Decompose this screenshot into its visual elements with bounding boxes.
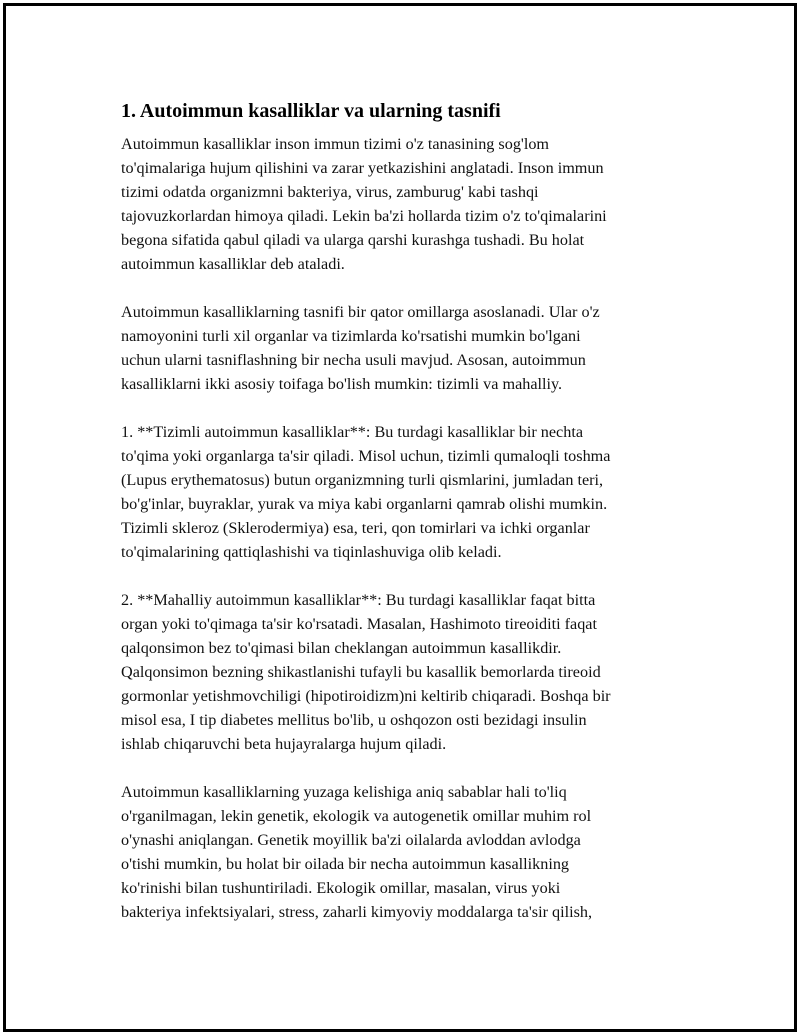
text-line: (Lupus erythematosus) butun organizmning turli qismlarini, jumladan teri, [121,471,604,489]
text-line: begona sifatida qabul qiladi va ularga qarshi kurashga tushadi. Bu holat [121,231,585,249]
text-line: o'rganilmagan, lekin genetik, ekologik va autogenetik omillar muhim rol [121,807,592,825]
text-line: bakteriya infektsiyalari, stress, zaharli kimyoviy moddalarga ta'sir qilish, [121,903,593,921]
text-line: organ yoki to'qimaga ta'sir ko'rsatadi. Masalan, Hashimoto tireoiditi faqat [121,615,597,633]
text-line: to'qimalarining qattiqlashishi va tiqinlashuviga olib keladi. [121,543,502,561]
section-heading: 1. Autoimmun kasalliklar va ularning tasnifi [121,100,501,122]
paragraph-causes [121,780,691,924]
text-line: qalqonsimon bez to'qimasi bilan cheklangan autoimmun kasallikdir. [121,639,562,657]
text-line: Autoimmun kasalliklar inson immun tizimi o'z tanasining sog'lom [121,135,550,153]
text-line: Tizimli skleroz (Sklerodermiya) esa, teri, qon tomirlari va ichki organlar [121,519,590,537]
text-line: Autoimmun kasalliklarning yuzaga kelishiga aniq sabablar hali to'liq [121,783,567,801]
text-line: o'ynashi aniqlangan. Genetik moyillik ba'zi oilalarda avloddan avlodga [121,831,581,849]
text-line: Autoimmun kasalliklarning tasnifi bir qator omillarga asoslanadi. Ular o'z [121,303,600,321]
paragraph-systemic [121,420,691,564]
text-line: misol esa, I tip diabetes mellitus bo'lib, u oshqozon osti bezidagi insulin [121,711,587,729]
text-line: Qalqonsimon bezning shikastlanishi tufayli bu kasallik bemorlarda tireoid [121,663,601,681]
paragraph-local [121,588,691,756]
text-line: 1. **Tizimli autoimmun kasalliklar**: Bu turdagi kasalliklar bir nechta [121,423,584,441]
paragraph-classification [121,300,691,396]
paragraph-intro [121,132,691,276]
text-line: 2. **Mahalliy autoimmun kasalliklar**: Bu turdagi kasalliklar faqat bitta [121,591,596,609]
text-line: to'qimalariga hujum qilishini va zarar yetkazishini anglatadi. Inson immun [121,159,604,177]
text-line: gormonlar yetishmovchiligi (hipotiroidizm)ni keltirib chiqaradi. Boshqa bir [121,687,611,705]
text-line: ko'rinishi bilan tushuntiriladi. Ekologik omillar, masalan, virus yoki [121,879,561,897]
text-line: tizimi odatda organizmni bakteriya, virus, zamburug' kabi tashqi [121,183,539,201]
document-body [121,98,691,948]
text-line: o'tishi mumkin, bu holat bir oilada bir necha autoimmun kasallikning [121,855,570,873]
text-line: uchun ularni tasniflashning bir necha usuli mavjud. Asosan, autoimmun [121,351,586,369]
text-line: namoyonini turli xil organlar va tizimlarda ko'rsatishi mumkin bo'lgani [121,327,581,345]
text-line: tajovuzkorlardan himoya qiladi. Lekin ba'zi hollarda tizim o'z to'qimalarini [121,207,607,225]
text-line: to'qima yoki organlarga ta'sir qiladi. Misol uchun, tizimli qumaloqli toshma [121,447,611,465]
text-line: bo'g'inlar, buyraklar, yurak va miya kabi organlarni qamrab olishi mumkin. [121,495,608,513]
text-line: kasalliklarni ikki asosiy toifaga bo'lish mumkin: tizimli va mahalliy. [121,375,563,393]
text-line: autoimmun kasalliklar deb ataladi. [121,255,345,273]
text-line: ishlab chiqaruvchi beta hujayralarga hujum qiladi. [121,735,447,753]
page-frame [3,3,797,1032]
